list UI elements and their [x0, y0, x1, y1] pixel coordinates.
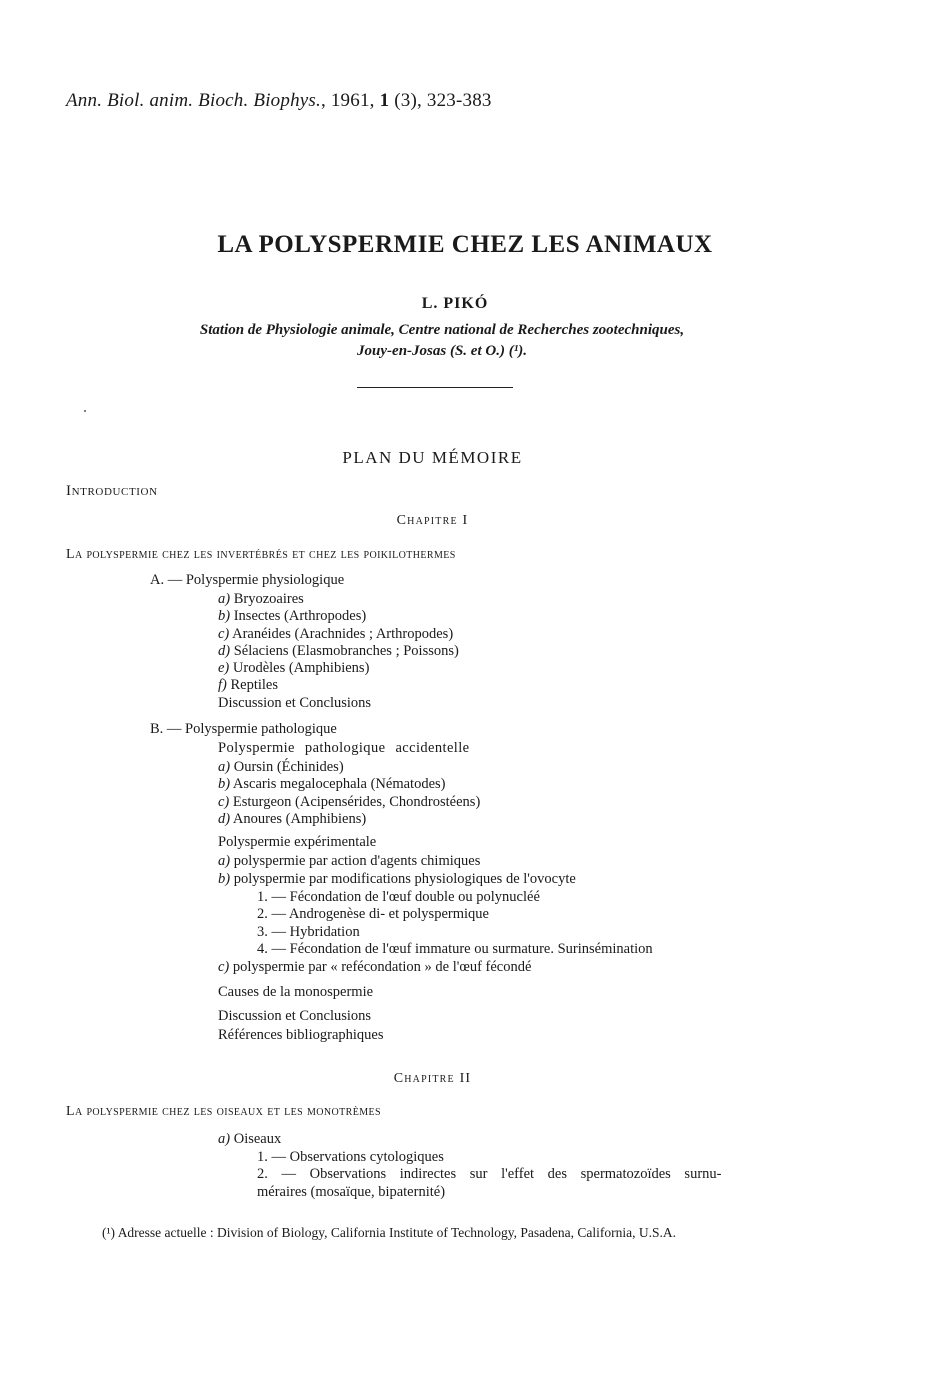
- journal-volume: 1: [379, 90, 390, 111]
- list-item: d) Anoures (Amphibiens): [218, 810, 367, 827]
- footnote: [66, 1224, 806, 1241]
- list-item: c) polyspermie par « refécondation » de l'œuf fécondé: [218, 959, 532, 975]
- chapter-2-numbered-list: [257, 1149, 802, 1201]
- causes-entry: Causes de la monospermie: [218, 984, 374, 1000]
- list-item: d) Sélaciens (Elasmobranches ; Poissons): [218, 642, 459, 659]
- section-a-list: [218, 591, 459, 712]
- journal-citation: Ann. Biol. anim. Bioch. Biophys., 1961, 1 (3), 323-383: [66, 90, 492, 111]
- list-item: f) Reptiles: [218, 677, 279, 694]
- footnote-text: Adresse actuelle : Division of Biology, California Institute of Technology, Pasadena, California, U.S.A.: [117, 1225, 677, 1240]
- author-name: L. PIKÓ: [421, 295, 489, 312]
- list-item-continuation: méraires (mosaïque, bipaternité): [257, 1183, 446, 1200]
- section-b-discussion: Discussion et Conclusions: [218, 1008, 372, 1024]
- title-divider: [357, 387, 513, 388]
- paper-title: LA POLYSPERMIE CHEZ LES ANIMAUX: [217, 231, 713, 258]
- plan-heading: PLAN DU MÉMOIRE: [342, 448, 523, 467]
- chapter-2-heading: La polyspermie chez les oiseaux et les monotrèmes: [66, 1104, 381, 1119]
- list-item: c) Esturgeon (Acipensérides, Chondrostéens): [218, 793, 481, 810]
- affiliation-line-2: Jouy-en-Josas (S. et O.) (¹).: [357, 343, 527, 359]
- section-b-sub2-label: Polyspermie expérimentale: [218, 834, 377, 850]
- list-item: a) Oiseaux: [218, 1131, 282, 1147]
- journal-year: 1961: [330, 90, 370, 111]
- journal-name: Ann. Biol. anim. Bioch. Biophys.: [66, 90, 321, 111]
- introduction-entry: Introduction: [66, 483, 158, 499]
- list-item: 4. — Fécondation de l'œuf immature ou surmature. Surinsémination: [257, 940, 653, 957]
- journal-issue: (3): [394, 90, 417, 111]
- section-b-sub1-label: Polyspermie pathologique accidentelle: [218, 740, 470, 756]
- section-b-label: B. — Polyspermie pathologique: [150, 721, 337, 737]
- list-item: 2. — Androgenèse di- et polyspermique: [257, 906, 489, 923]
- list-item: a) Oursin (Échinides): [218, 759, 344, 775]
- list-item: 2. — Observations indirectes sur l'effet des spermatozoïdes surnu-: [257, 1166, 722, 1183]
- section-a-label: A. — Polyspermie physiologique: [150, 572, 345, 588]
- affiliation-line-1: Station de Physiologie animale, Centre national de Recherches zootechniques,: [199, 322, 685, 338]
- list-item: 1. — Observations cytologiques: [257, 1149, 444, 1165]
- chapter-2-label: Chapitre II: [393, 1071, 472, 1086]
- chapter-1-label: Chapitre I: [396, 513, 469, 528]
- list-item: b) Insectes (Arthropodes): [218, 608, 367, 625]
- list-item: 1. — Fécondation de l'œuf double ou polynucléé: [257, 889, 540, 905]
- chapter-1-heading: La polyspermie chez les invertébrés et chez les poikilothermes: [66, 547, 456, 562]
- section-a-discussion: Discussion et Conclusions: [218, 694, 372, 711]
- list-item: b) polyspermie par modifications physiologiques de l'ovocyte: [218, 871, 576, 887]
- list-item: 3. — Hybridation: [257, 923, 360, 940]
- list-item: b) Ascaris megalocephala (Nématodes): [218, 776, 446, 793]
- section-b-sub1-list: [218, 759, 480, 828]
- references-entry: Références bibliographiques: [218, 1027, 384, 1043]
- footnote-mark: (¹): [102, 1225, 116, 1240]
- list-item: a) polyspermie par action d'agents chimiques: [218, 853, 481, 869]
- list-item: e) Urodèles (Amphibiens): [218, 660, 370, 677]
- list-item: a) Bryozoaires: [218, 591, 304, 607]
- scan-speck: [84, 410, 86, 412]
- journal-pages: 323-383: [426, 90, 492, 111]
- section-b-numbered-list: [257, 889, 653, 958]
- list-item: c) Aranéides (Arachnides ; Arthropodes): [218, 625, 454, 642]
